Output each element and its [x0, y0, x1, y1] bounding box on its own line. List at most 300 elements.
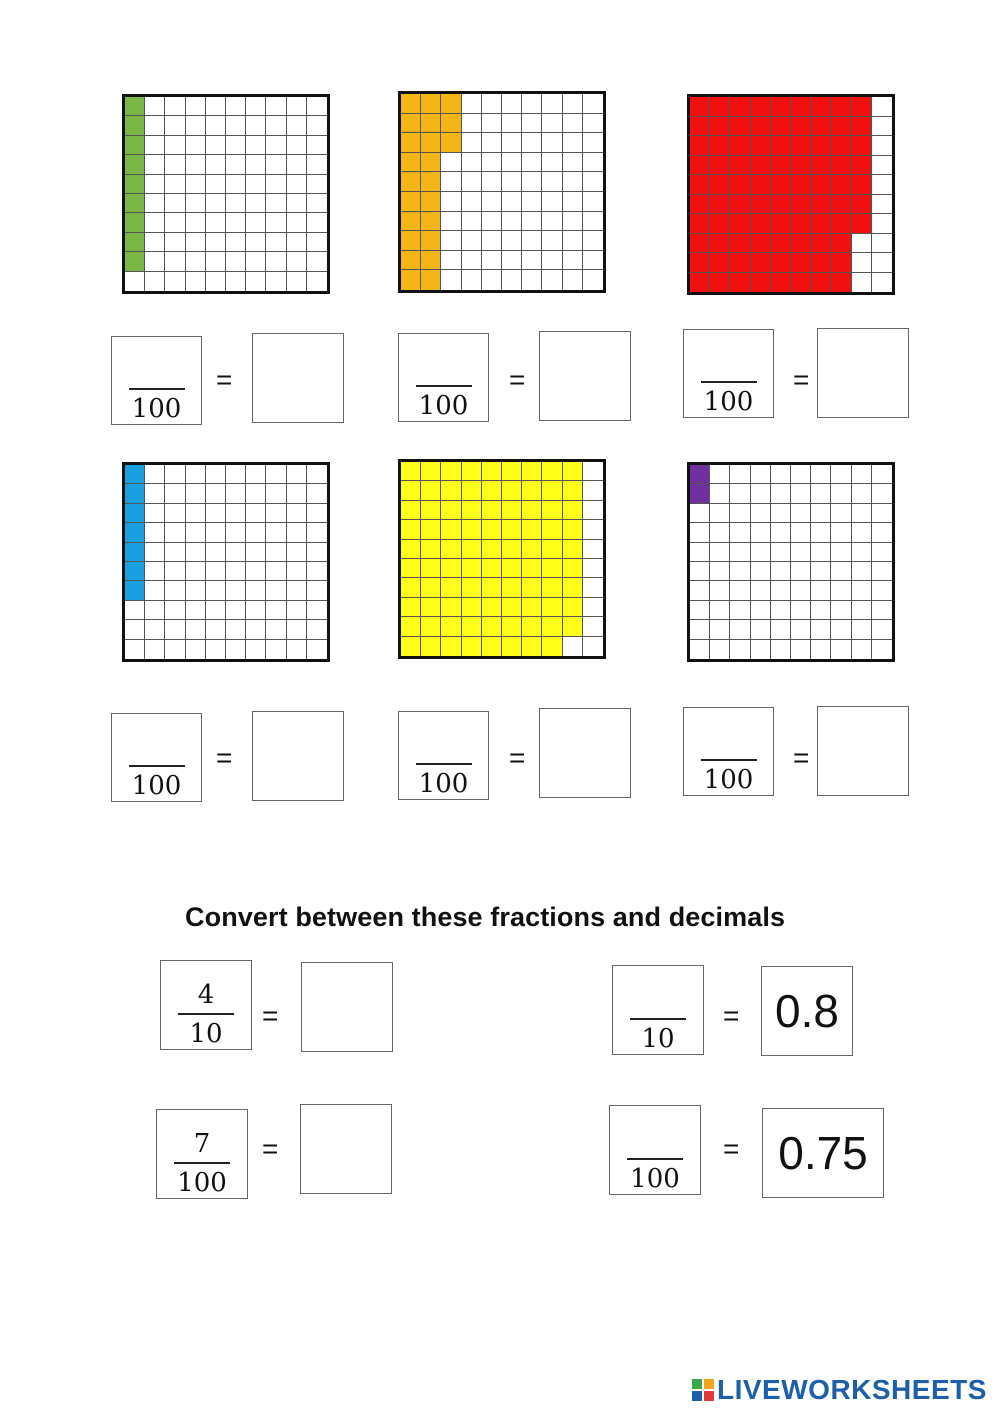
grid-square — [482, 94, 502, 114]
grid-square — [502, 212, 522, 232]
grid-square — [872, 117, 892, 137]
grid-square — [730, 484, 750, 503]
grid-square — [206, 97, 226, 116]
grid-square — [771, 504, 791, 523]
shaded-square — [421, 192, 441, 212]
shaded-square — [563, 462, 583, 481]
grid-square — [287, 116, 307, 135]
grid-square — [226, 272, 246, 291]
grid-square — [145, 484, 165, 503]
grid-square — [125, 620, 145, 639]
grid-square — [542, 133, 562, 153]
shaded-square — [462, 462, 482, 481]
grid-square — [730, 543, 750, 562]
grid-square — [266, 543, 286, 562]
grid-square — [522, 153, 542, 173]
grid-square — [730, 504, 750, 523]
grid-square — [791, 465, 811, 484]
grid-square — [751, 640, 771, 659]
shaded-square — [401, 94, 421, 114]
grid-square — [583, 637, 603, 656]
grid-square — [266, 136, 286, 155]
grid-square — [710, 484, 730, 503]
shaded-square — [482, 578, 502, 597]
fraction-input-1[interactable] — [111, 336, 202, 425]
grid-square — [462, 114, 482, 134]
grid-square — [206, 601, 226, 620]
shaded-square — [690, 136, 710, 156]
equals-sign: = — [216, 742, 233, 773]
grid-square — [771, 620, 791, 639]
shaded-square — [751, 253, 771, 273]
grid-square — [563, 212, 583, 232]
shaded-square — [791, 175, 811, 195]
grid-square — [710, 543, 730, 562]
grid-square — [872, 640, 892, 659]
shaded-square — [125, 562, 145, 581]
grid-square — [730, 620, 750, 639]
grid-square — [266, 97, 286, 116]
shaded-square — [482, 637, 502, 656]
grid-square — [287, 543, 307, 562]
grid-square — [872, 175, 892, 195]
shaded-square — [811, 195, 831, 215]
fraction-input-6[interactable] — [683, 707, 774, 796]
shaded-square — [710, 253, 730, 273]
grid-square — [522, 212, 542, 232]
shaded-square — [730, 117, 750, 137]
shaded-square — [482, 598, 502, 617]
shaded-square — [421, 501, 441, 520]
shaded-square — [125, 116, 145, 135]
shaded-square — [563, 501, 583, 520]
shaded-square — [690, 253, 710, 273]
grid-square — [583, 481, 603, 500]
shaded-square — [771, 253, 791, 273]
shaded-square — [125, 97, 145, 116]
shaded-square — [502, 578, 522, 597]
shaded-square — [563, 598, 583, 617]
grid-square — [563, 114, 583, 134]
grid-square — [831, 620, 851, 639]
grid-square — [852, 640, 872, 659]
grid-square — [307, 640, 327, 659]
shaded-square — [502, 481, 522, 500]
grid-square — [522, 94, 542, 114]
shaded-square — [462, 637, 482, 656]
shaded-square — [751, 97, 771, 117]
grid-square — [287, 97, 307, 116]
fraction-input-4[interactable] — [111, 713, 202, 802]
shaded-square — [730, 195, 750, 215]
shaded-square — [502, 501, 522, 520]
grid-square — [186, 155, 206, 174]
shaded-square — [421, 133, 441, 153]
fraction-input-5[interactable] — [398, 711, 489, 800]
decimal-input-4[interactable] — [252, 711, 344, 801]
shaded-square — [482, 559, 502, 578]
grid-square — [246, 562, 266, 581]
grid-square — [482, 114, 502, 134]
grid-square — [266, 601, 286, 620]
equals-sign: = — [723, 1133, 740, 1164]
shaded-square — [522, 598, 542, 617]
shaded-square — [441, 481, 461, 500]
grid-square — [730, 601, 750, 620]
grid-square — [730, 640, 750, 659]
equals-sign: = — [793, 742, 810, 773]
shaded-square — [852, 175, 872, 195]
grid-square — [287, 175, 307, 194]
decimal-input-c3[interactable] — [300, 1104, 392, 1194]
shaded-square — [811, 214, 831, 234]
shaded-square — [401, 133, 421, 153]
grid-square — [165, 213, 185, 232]
shaded-square — [852, 97, 872, 117]
grid-square — [583, 501, 603, 520]
shaded-square — [421, 578, 441, 597]
grid-square — [226, 116, 246, 135]
grid-square — [583, 114, 603, 134]
grid-square — [730, 465, 750, 484]
grid-square — [872, 620, 892, 639]
grid-square — [852, 273, 872, 293]
grid-square — [165, 523, 185, 542]
shaded-square — [563, 559, 583, 578]
shaded-square — [542, 520, 562, 539]
grid-square — [186, 97, 206, 116]
shaded-square — [502, 559, 522, 578]
fraction-input-c2[interactable] — [612, 965, 704, 1055]
grid-square — [226, 194, 246, 213]
shaded-square — [852, 195, 872, 215]
shaded-square — [125, 581, 145, 600]
grid-square — [145, 272, 165, 291]
shaded-square — [401, 540, 421, 559]
shaded-square — [441, 540, 461, 559]
shaded-square — [522, 578, 542, 597]
grid-square — [502, 251, 522, 271]
grid-square — [145, 213, 165, 232]
grid-square — [441, 270, 461, 290]
grid-square — [307, 523, 327, 542]
grid-square — [852, 620, 872, 639]
grid-square — [287, 136, 307, 155]
denominator: 100 — [418, 769, 469, 799]
grid-square — [583, 231, 603, 251]
decimal-input-5[interactable] — [539, 708, 631, 798]
grid-square — [206, 523, 226, 542]
shaded-square — [730, 273, 750, 293]
grid-square — [791, 562, 811, 581]
grid-square — [751, 465, 771, 484]
grid-square — [186, 581, 206, 600]
grid-square — [226, 562, 246, 581]
grid-square — [206, 581, 226, 600]
decimal-value-c2: 0.8 — [761, 966, 853, 1056]
grid-square — [791, 581, 811, 600]
grid-square — [583, 212, 603, 232]
grid-square — [583, 598, 603, 617]
grid-square — [266, 620, 286, 639]
grid-square — [771, 523, 791, 542]
grid-square — [563, 192, 583, 212]
grid-square — [226, 252, 246, 271]
fraction-input-c4[interactable] — [609, 1105, 701, 1195]
grid-square — [307, 194, 327, 213]
grid-square — [583, 559, 603, 578]
grid-square — [186, 194, 206, 213]
grid-square — [791, 640, 811, 659]
grid-square — [206, 272, 226, 291]
grid-square — [441, 251, 461, 271]
shaded-square — [125, 504, 145, 523]
grid-square — [751, 620, 771, 639]
shaded-square — [421, 481, 441, 500]
shaded-square — [751, 117, 771, 137]
grid-square — [226, 620, 246, 639]
grid-square — [186, 175, 206, 194]
grid-square — [145, 465, 165, 484]
grid-square — [811, 581, 831, 600]
shaded-square — [563, 617, 583, 636]
grid-square — [872, 253, 892, 273]
grid-square — [246, 116, 266, 135]
grid-square — [165, 562, 185, 581]
fraction-input-3[interactable] — [683, 329, 774, 418]
grid-square — [583, 133, 603, 153]
grid-square — [751, 581, 771, 600]
grid-square — [771, 484, 791, 503]
grid-square — [307, 97, 327, 116]
grid-square — [165, 136, 185, 155]
grid-square — [563, 153, 583, 173]
shaded-square — [441, 617, 461, 636]
grid-square — [563, 270, 583, 290]
grid-square — [145, 175, 165, 194]
decimal-input-3[interactable] — [817, 328, 909, 418]
grid-square — [852, 465, 872, 484]
grid-square — [307, 484, 327, 503]
shaded-square — [421, 520, 441, 539]
grid-square — [502, 270, 522, 290]
grid-square — [583, 617, 603, 636]
liveworksheets-logo — [692, 1374, 987, 1406]
shaded-square — [791, 136, 811, 156]
grid-square — [690, 620, 710, 639]
grid-square — [145, 194, 165, 213]
grid-square — [165, 272, 185, 291]
grid-square — [125, 640, 145, 659]
grid-square — [522, 192, 542, 212]
fraction-bar — [701, 381, 757, 383]
shaded-square — [563, 540, 583, 559]
grid-square — [482, 231, 502, 251]
grid-square — [583, 94, 603, 114]
shaded-square — [125, 233, 145, 252]
grid-square — [287, 601, 307, 620]
grid-square — [145, 252, 165, 271]
grid-square — [145, 581, 165, 600]
grid-square — [266, 233, 286, 252]
shaded-square — [563, 481, 583, 500]
shaded-square — [522, 637, 542, 656]
shaded-square — [710, 234, 730, 254]
shaded-square — [751, 136, 771, 156]
denominator: 10 — [641, 1024, 675, 1054]
fraction-input-2[interactable] — [398, 333, 489, 422]
shaded-square — [542, 501, 562, 520]
numerator: 4 — [197, 980, 215, 1010]
shaded-square — [482, 501, 502, 520]
grid-square — [125, 272, 145, 291]
shaded-square — [852, 117, 872, 137]
grid-square — [266, 194, 286, 213]
grid-square — [831, 562, 851, 581]
grid-square — [563, 172, 583, 192]
decimal-input-1[interactable] — [252, 333, 344, 423]
shaded-square — [690, 97, 710, 117]
equals-sign: = — [509, 742, 526, 773]
grid-square — [287, 194, 307, 213]
equals-sign: = — [723, 1000, 740, 1031]
shaded-square — [421, 172, 441, 192]
grid-square — [186, 640, 206, 659]
grid-square — [811, 601, 831, 620]
grid-square — [583, 578, 603, 597]
grid-square — [502, 172, 522, 192]
grid-square — [482, 251, 502, 271]
shaded-square — [811, 253, 831, 273]
shaded-square — [421, 617, 441, 636]
shaded-square — [502, 520, 522, 539]
grid-square — [307, 581, 327, 600]
shaded-square — [401, 231, 421, 251]
grid-square — [307, 233, 327, 252]
grid-square — [287, 523, 307, 542]
shaded-square — [730, 156, 750, 176]
grid-square — [811, 562, 831, 581]
shaded-square — [852, 214, 872, 234]
grid-square — [206, 504, 226, 523]
grid-square — [165, 601, 185, 620]
decimal-input-6[interactable] — [817, 706, 909, 796]
grid-square — [186, 233, 206, 252]
grid-square — [872, 273, 892, 293]
denominator: 100 — [177, 1168, 227, 1198]
grid-square — [730, 523, 750, 542]
grid-square — [246, 620, 266, 639]
shaded-square — [811, 234, 831, 254]
grid-square — [206, 465, 226, 484]
shaded-square — [502, 617, 522, 636]
shaded-square — [751, 214, 771, 234]
grid-square — [872, 195, 892, 215]
shaded-square — [421, 94, 441, 114]
grid-square — [751, 523, 771, 542]
shaded-square — [710, 97, 730, 117]
grid-square — [791, 504, 811, 523]
shaded-square — [852, 156, 872, 176]
grid-square — [730, 581, 750, 600]
grid-square — [307, 155, 327, 174]
grid-square — [266, 213, 286, 232]
grid-square — [307, 465, 327, 484]
grid-square — [831, 465, 851, 484]
grid-square — [852, 253, 872, 273]
grid-square — [872, 543, 892, 562]
shaded-square — [441, 501, 461, 520]
grid-square — [287, 504, 307, 523]
grid-square — [482, 133, 502, 153]
grid-square — [542, 192, 562, 212]
shaded-square — [542, 481, 562, 500]
grid-square — [246, 233, 266, 252]
denominator: 10 — [189, 1019, 223, 1049]
grid-square — [226, 97, 246, 116]
shaded-square — [771, 156, 791, 176]
grid-square — [831, 581, 851, 600]
grid-square — [771, 562, 791, 581]
grid-square — [186, 465, 206, 484]
grid-square — [852, 504, 872, 523]
grid-square — [145, 543, 165, 562]
grid-square — [462, 153, 482, 173]
denominator: 100 — [630, 1164, 680, 1194]
section-heading: Convert between these fractions and decimals — [185, 902, 786, 932]
grid-square — [125, 601, 145, 620]
shaded-square — [730, 234, 750, 254]
decimal-input-c1[interactable] — [301, 962, 393, 1052]
grid-square — [307, 252, 327, 271]
logo-text: LIVEWORKSHEETS — [717, 1374, 987, 1405]
grid-square — [186, 213, 206, 232]
grid-square — [165, 620, 185, 639]
hundred-grid-red — [687, 94, 895, 295]
shaded-square — [811, 136, 831, 156]
grid-square — [246, 97, 266, 116]
grid-square — [522, 172, 542, 192]
shaded-square — [401, 153, 421, 173]
grid-square — [872, 97, 892, 117]
grid-square — [246, 155, 266, 174]
shaded-square — [125, 155, 145, 174]
shaded-square — [710, 195, 730, 215]
grid-square — [831, 601, 851, 620]
shaded-square — [811, 273, 831, 293]
grid-square — [462, 172, 482, 192]
shaded-square — [690, 234, 710, 254]
grid-square — [186, 620, 206, 639]
hundred-grid-purple — [687, 462, 895, 662]
equals-sign: = — [509, 364, 526, 395]
hundred-grid-orange — [398, 91, 606, 293]
grid-square — [710, 640, 730, 659]
shaded-square — [502, 540, 522, 559]
shaded-square — [771, 97, 791, 117]
grid-square — [307, 543, 327, 562]
denominator: 100 — [131, 394, 182, 424]
grid-square — [287, 562, 307, 581]
grid-square — [563, 94, 583, 114]
grid-square — [441, 231, 461, 251]
decimal-input-2[interactable] — [539, 331, 631, 421]
grid-square — [462, 133, 482, 153]
grid-square — [791, 620, 811, 639]
grid-square — [226, 136, 246, 155]
shaded-square — [401, 578, 421, 597]
shaded-square — [791, 253, 811, 273]
